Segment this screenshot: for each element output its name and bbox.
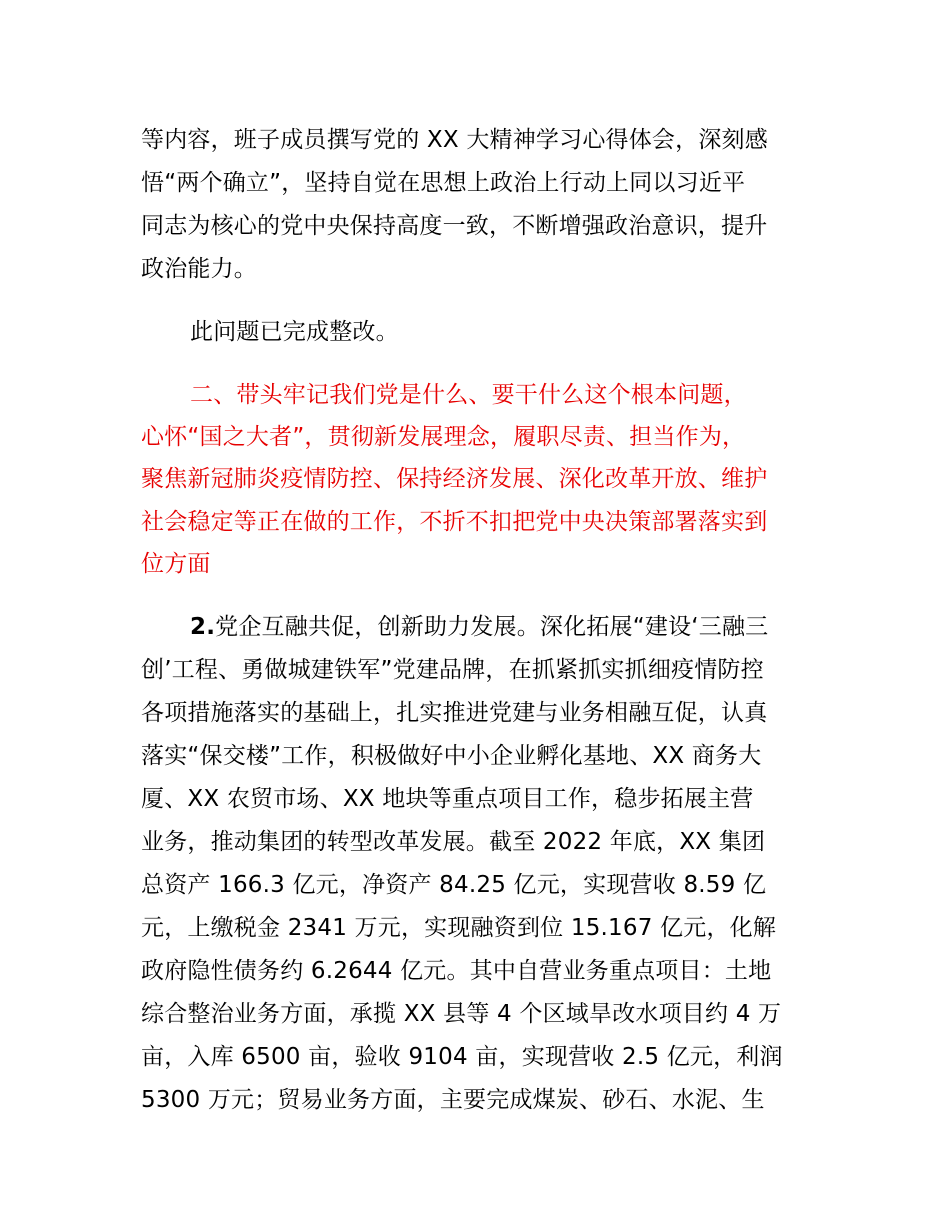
para3-line-1 — [190, 612, 768, 642]
heading-line-3: 聚焦新冠肺炎疫情防控、保持经济发展、深化改革开放、维护 — [141, 466, 768, 492]
para3-line-5: 厦、XX 农贸市场、XX 地块等重点项目工作，稳步拓展主营 — [141, 786, 754, 812]
para3-first-line: 党企互融共促，创新助力发展。深化拓展“建设‘三融三 — [215, 614, 769, 640]
para3-line-8: 元，上缴税金 2341 万元，实现融资到位 15.167 亿元，化解 — [141, 915, 777, 941]
para3-number: 2. — [190, 614, 216, 640]
para3-line-11: 亩，入库 6500 亩，验收 9104 亩，实现营收 2.5 亿元，利润 — [141, 1044, 783, 1070]
para3-line-9: 政府隐性债务约 6.2644 亿元。其中自营业务重点项目：土地 — [141, 958, 772, 984]
para3-line-3: 各项措施落实的基础上，扎实推进党建与业务相融互促，认真 — [141, 700, 768, 726]
para1-line-3: 同志为核心的党中央保持高度一致，不断增强政治意识，提升 — [141, 213, 768, 239]
heading-line-1: 二、带头牢记我们党是什么、要干什么这个根本问题， — [190, 382, 747, 408]
para3-line-2: 创’工程、勇做城建铁军”党建品牌，在抓紧抓实抓细疫情防控 — [141, 657, 764, 683]
para3-line-6: 业务，推动集团的转型改革发展。截至 2022 年底，XX 集团 — [141, 829, 766, 855]
para3-line-12: 5300 万元；贸易业务方面，主要完成煤炭、砂石、水泥、生 — [141, 1087, 765, 1113]
para1-line-2: 悟“两个确立”，坚持自觉在思想上政治上行动上同以习近平 — [141, 170, 746, 196]
heading-line-4: 社会稳定等正在做的工作，不折不扣把党中央决策部署落实到 — [141, 509, 768, 535]
para3-line-4: 落实“保交楼”工作，积极做好中小企业孵化基地、XX 商务大 — [141, 743, 762, 769]
heading-line-2: 心怀“国之大者”，贯彻新发展理念，履职尽责、担当作为， — [141, 424, 746, 450]
para3-line-10: 综合整治业务方面，承揽 XX 县等 4 个区域旱改水项目约 4 万 — [141, 1001, 782, 1027]
para1-line-1: 等内容，班子成员撰写党的 XX 大精神学习心得体会，深刻感 — [141, 127, 768, 153]
para3-line-7: 总资产 166.3 亿元，净资产 84.25 亿元，实现营收 8.59 亿 — [141, 872, 767, 898]
para1-line-4: 政治能力。 — [141, 256, 257, 282]
para2-line-1: 此问题已完成整改。 — [190, 319, 399, 345]
heading-line-5: 位方面 — [141, 551, 211, 577]
